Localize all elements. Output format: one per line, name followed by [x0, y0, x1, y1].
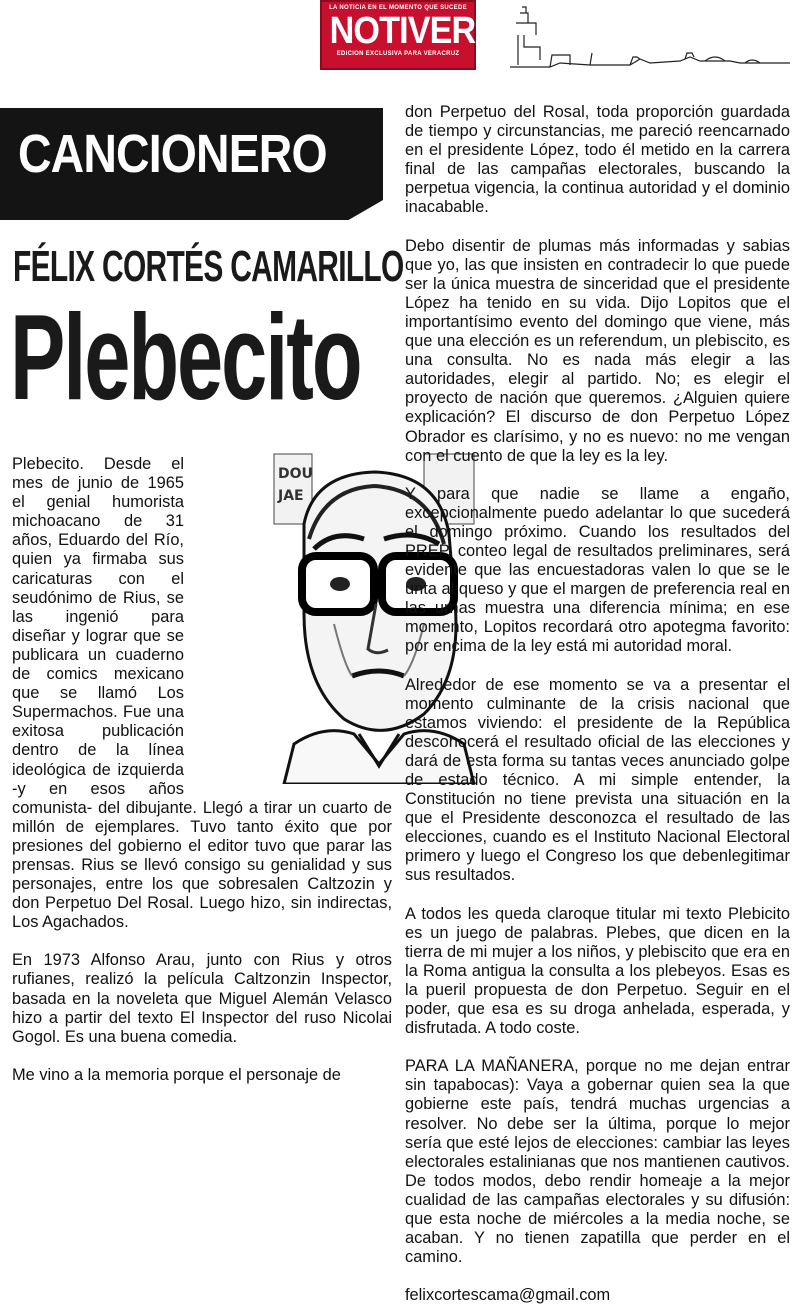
svg-text:DOU: DOU [278, 466, 313, 482]
author-name: FÉLIX CORTÉS CAMARILLO [13, 242, 404, 291]
paragraph: Y para que nadie se llame a engaño, excepcionalmente puedo adelantar lo que sucederá el domingo próximo. Cuando los resultados del PREP, conteo legal de resultados preliminares, será evidente que las encuestadoras valen lo que se le unta al queso y que el margen de preferencia real en las urnas muestra una diferencia mínima; en ese momento, Lopitos recordará otro apotegma favorito: por encima de la ley está mi autoridad moral. [405, 484, 790, 656]
svg-text:JAE: JAE [278, 488, 304, 504]
paragraph: don Perpetuo del Rosal, toda proporción guardada de tiempo y circunstancias, me pareció reencarnado en el presidente López, todo él metido en la carrera final de las campañas electorales, buscando la perpetua vigencia, la continua autoridad y el dominio inacabable. [405, 103, 790, 217]
paragraph: Plebecito. Desde el mes de junio de 1965 el genial humorista michoacano de 31 años, Eduardo del Río, quien ya firmaba sus caricaturas con el seudónimo de Rius, se las ingenió para diseñar y lograr que se publicara un cuaderno de comics mexicano que se llamó Los Supermachos. Fue una exitosa publicación dentro de la línea ideológica de izquierda -y en esos años comunista- del dibujante. Llegó a tirar un cuarto de millón de ejemplares. Tuvo tanto éxito que por presiones del gobierno el editor tuvo que parar las prensas. Rius se llevó consigo su genialidad y sus personajes, entre los que sobresalen Caltzozin y don Perpetuo Del Rosal. Luego hizo, sin indirectas, Los Agachados. [12, 455, 392, 932]
paragraph: Alrededor de ese momento se va a presentar el momento culminante de la crisis nacional que estamos viviendo: el presidente de la República desconocerá el resultado oficial de las elecciones y dará de esta forma su tantas veces anunciado golpe de estado técnico. A mi simple entender, la Constitución no tiene prevista una situación en la que el Presidente desconozca el resultado de las elecciones, cuando es el Instituto Nacional Electoral primero y luego el Congreso los que debenlegitimar sus resultados. [405, 675, 790, 885]
logo-subtitle: EDICION EXCLUSIVA PARA VERACRUZ [336, 51, 460, 57]
paragraph: Debo disentir de plumas más informadas y sabias que yo, las que insisten en contradecir lo que puede ser la única muestra de sinceridad que el presidente López ha tenido en su vida. Dijo Lopitos que el importantísimo evento del domingo que viene, más que una elección es un referendum, un plebiscito, es una consulta. No es nada más elegir a las autoridades, elegir al partido. No; es elegir el proyecto de nación que queremos. ¿Alguien quiere explicación? El discurso de don Perpetuo López Obrador es clarísimo, y no es nuevo: no me vengan con el cuento de que la ley es la ley. [405, 236, 790, 465]
logo-tagline: LA NOTICIA EN EL MOMENTO QUE SUCEDE [329, 5, 467, 11]
article-headline: Plebecito [10, 289, 361, 425]
notiver-logo [320, 0, 476, 70]
section-banner-tail [0, 200, 383, 220]
paragraph: En 1973 Alfonso Arau, junto con Rius y otros rufianes, realizó la película Caltzonzin Inspector, basada en la noveleta que Miguel Alemán Velasco hizo a partir del texto El Inspector del ruso Nicolai Gogol. Es una buena comedia. [12, 951, 392, 1046]
right-column [405, 103, 790, 1305]
left-column [12, 455, 392, 1104]
author-email-link[interactable]: felixcortescama@gmail.com [405, 1286, 611, 1305]
logo-brand: NOTIVER [329, 10, 476, 52]
paragraph: Me vino a la memoria porque el personaje de [12, 1065, 341, 1084]
skyline-sketch-icon [490, 5, 790, 75]
photo-wrap-space [192, 455, 392, 793]
paragraph: PARA LA MAÑANERA, porque no me dejan entrar sin tapabocas): Vaya a gobernar quien sea la que gobierne este país, tendrá muchas urgencias a resolver. No debe ser la última, porque lo mejor sería que esté lejos de elecciones: cambiar las leyes electorales estalinianas que nos mantienen cautivos. De todos modos, debo rendir homeaje a la mejor cualidad de las campañas electorales y su difusión: que esta noche de miércoles a la media noche, se acaban. Y no tienen zapatilla que perder en el camino. [405, 1057, 790, 1267]
paragraph: A todos les queda claroque titular mi texto Plebicito es un juego de palabras. Plebes, que dicen en la tierra de mi mujer a los niños, y plebiscito que era en la Roma antigua la consulta a los plebeyos. Esas es la pueril propuesta de don Perpetuo. Seguir en el poder, que esa es su droga anhelada, esperada, y disfrutada. A todo coste. [405, 904, 790, 1038]
section-title: CANCIONERO [18, 124, 327, 184]
